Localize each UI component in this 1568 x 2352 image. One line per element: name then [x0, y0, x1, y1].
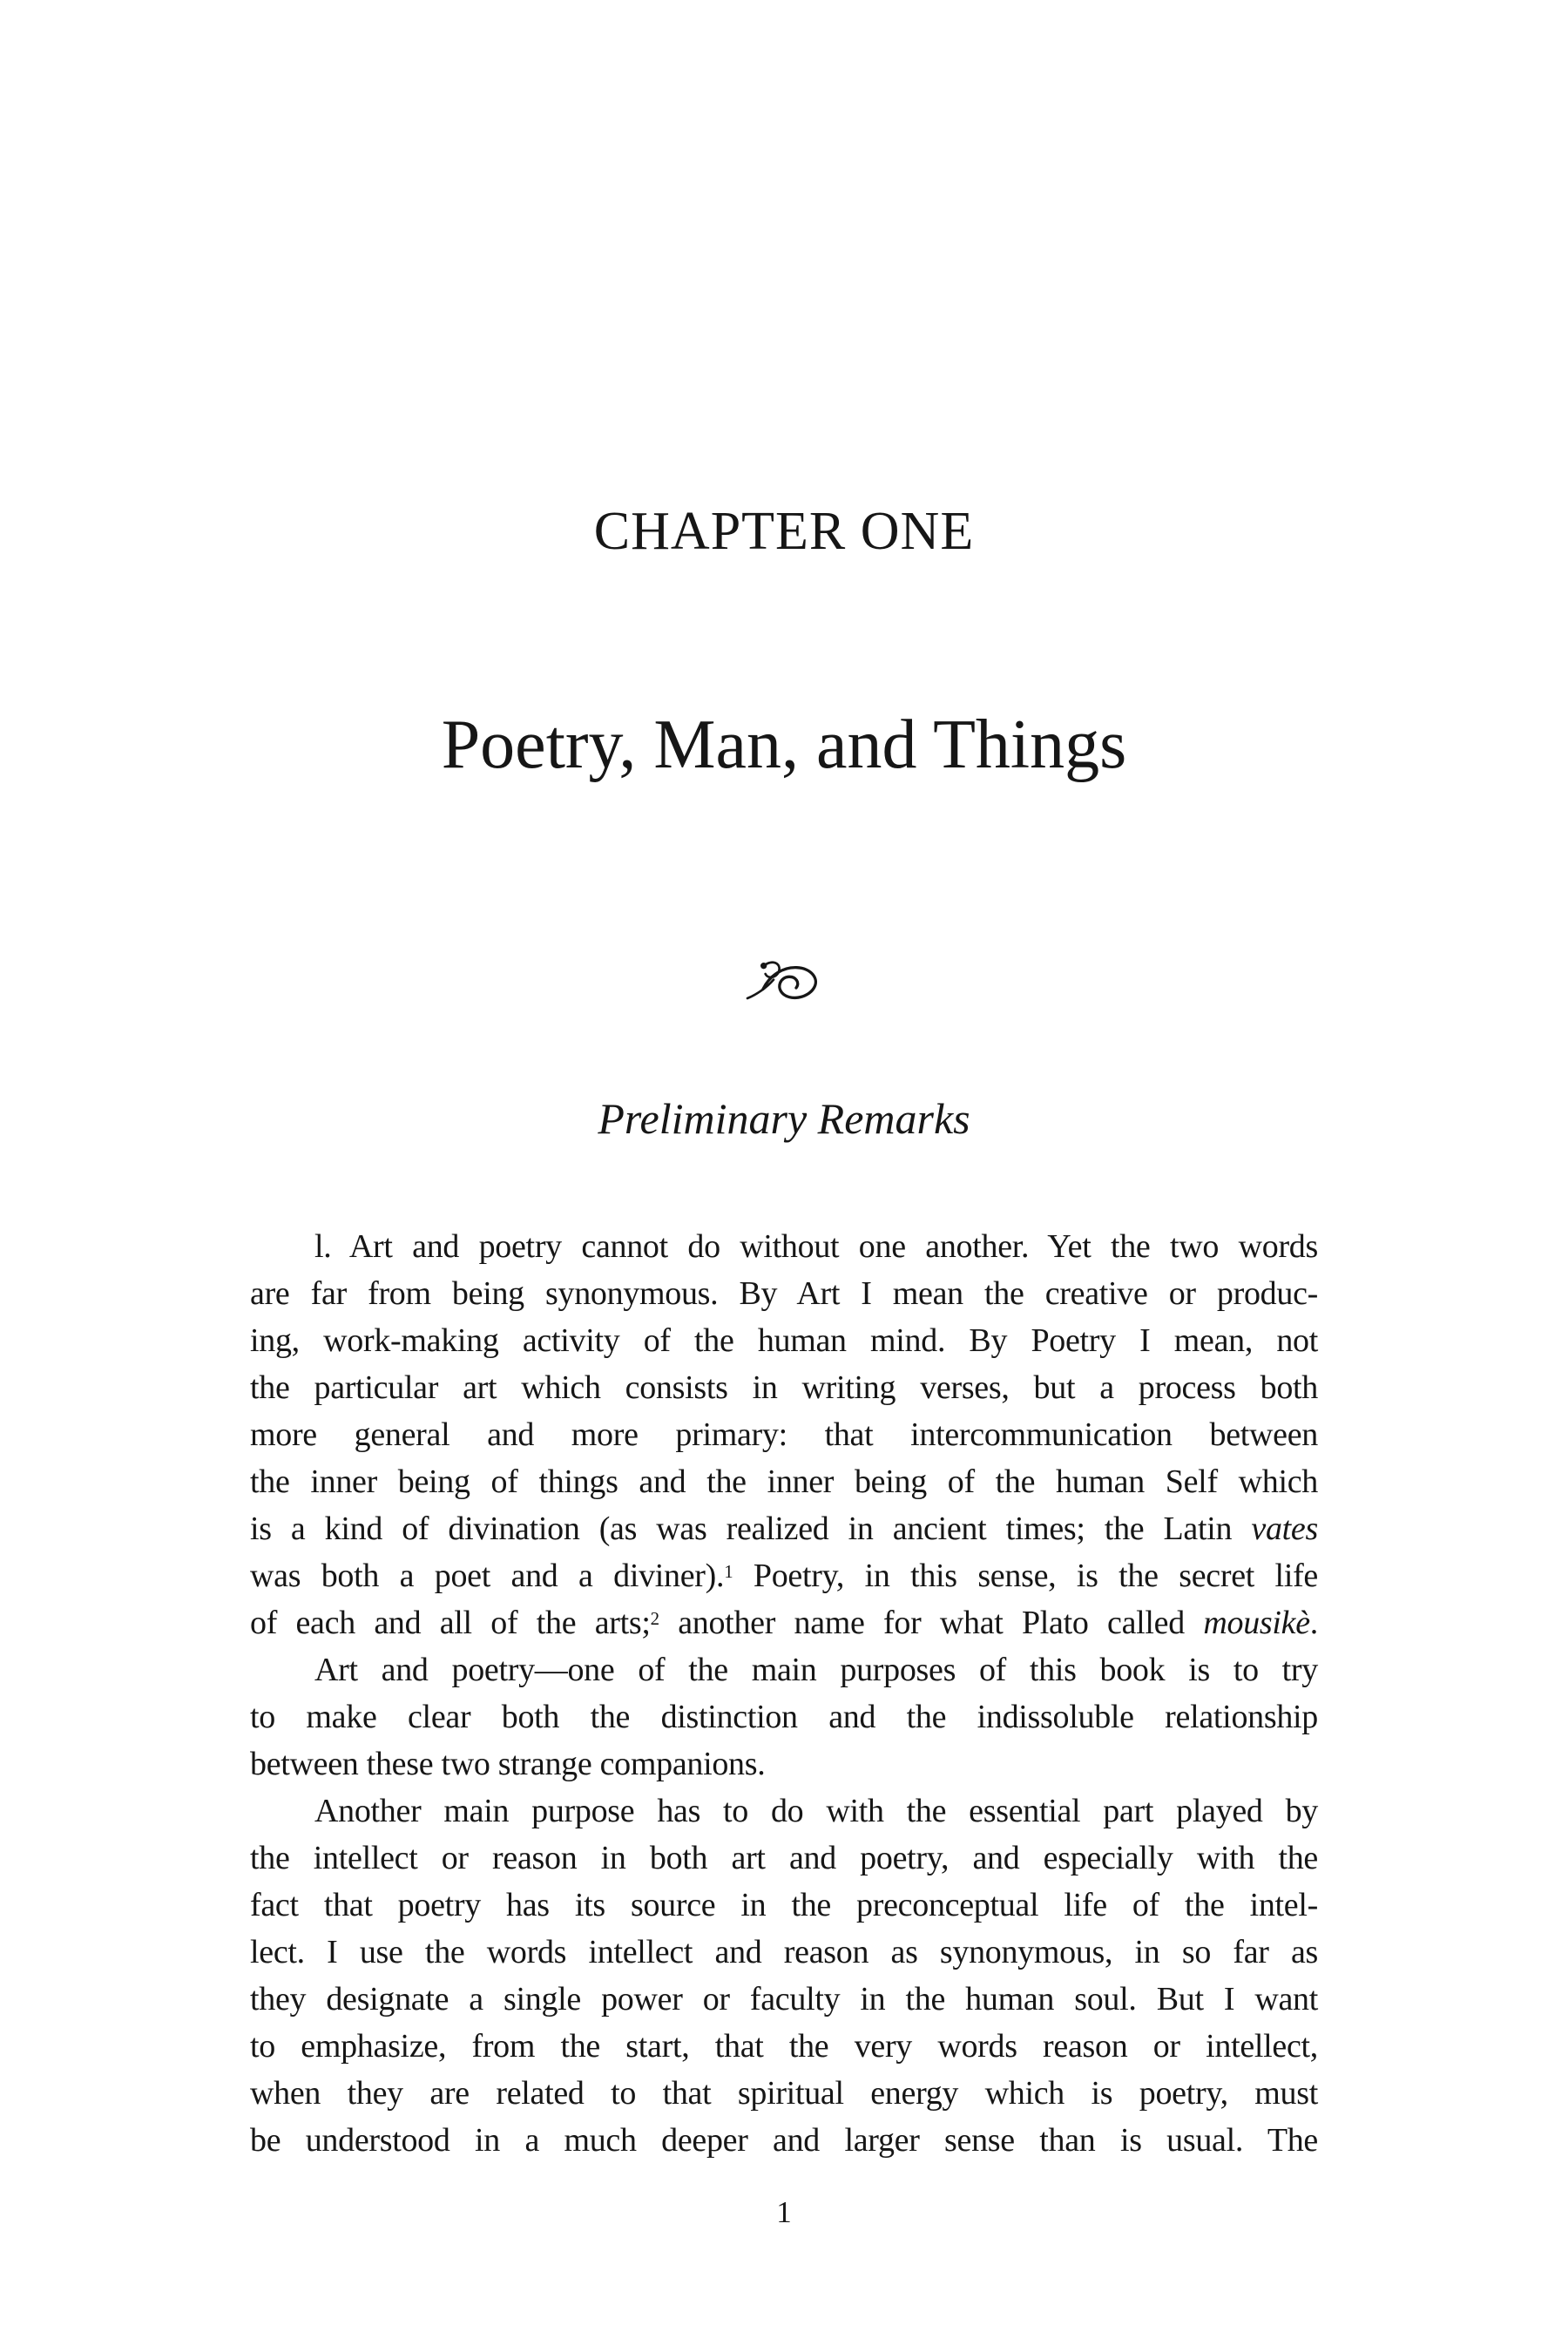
text-segment: Art and poetry—one of the main purposes of this book is to try: [314, 1652, 1318, 1688]
page-number: 1: [776, 2195, 792, 2229]
body-line: [250, 1317, 1318, 1364]
text-segment: fact that poetry has its source in the preconceptual life of the intel-: [250, 1887, 1318, 1923]
body-line: [250, 1364, 1318, 1411]
body-line: [250, 1835, 1318, 1882]
page-title: Poetry, Man, and Things: [441, 706, 1127, 783]
body-line: [250, 1223, 1318, 1270]
text-segment: more general and more primary: that intercommunication between: [250, 1416, 1318, 1453]
body-line: [250, 2117, 1318, 2164]
text-segment: ing, work-making activity of the human mind. By Poetry I mean, not: [250, 1322, 1318, 1359]
text-segment: to make clear both the distinction and the indissoluble relationship: [250, 1699, 1318, 1735]
text-segment: was both a poet and a diviner).: [250, 1558, 725, 1594]
paragraph: [250, 1788, 1318, 2164]
body-line: [250, 1552, 1318, 1599]
chapter-label: CHAPTER ONE: [593, 502, 975, 561]
body-line: [250, 1270, 1318, 1317]
section-heading: Preliminary Remarks: [598, 1094, 970, 1143]
body-line: [250, 1693, 1318, 1740]
text-segment: Poetry, in this sense, is the secret life: [733, 1558, 1318, 1594]
text-segment: to emphasize, from the start, that the very words reason or intellect,: [250, 2028, 1318, 2065]
body-line: [250, 2023, 1318, 2070]
body-line: [250, 1976, 1318, 2023]
text-segment: l. Art and poetry cannot do without one another. Yet the two words: [314, 1228, 1318, 1265]
body-text: [250, 1223, 1318, 2164]
body-line: [250, 1458, 1318, 1505]
paragraph: [250, 1646, 1318, 1788]
text-segment: another name for what Plato called: [659, 1605, 1204, 1641]
text-segment: Another main purpose has to do with the essential part played by: [314, 1793, 1318, 1829]
body-line: [250, 1505, 1318, 1552]
paragraph: [250, 1223, 1318, 1646]
footnote-reference: 1: [724, 1560, 733, 1582]
body-line: [250, 1882, 1318, 1929]
body-line: [250, 1411, 1318, 1458]
body-line: [250, 2070, 1318, 2117]
italic-term: vates: [1251, 1511, 1318, 1547]
text-segment: be understood in a much deeper and larger sense than is usual. The: [250, 2122, 1318, 2159]
text-segment: they designate a single power or faculty in the human soul. But I want: [250, 1981, 1318, 2017]
body-line: [250, 1788, 1318, 1835]
body-line: [250, 1599, 1318, 1646]
body-line: [250, 1929, 1318, 1976]
text-segment: when they are related to that spiritual energy which is poetry, must: [250, 2075, 1318, 2112]
text-segment: are far from being synonymous. By Art I mean the creative or produc-: [250, 1275, 1318, 1312]
body-line: [250, 1646, 1318, 1693]
footnote-reference: 2: [650, 1607, 659, 1629]
text-segment: lect. I use the words intellect and reason as synonymous, in so far as: [250, 1934, 1318, 1970]
italic-term: mousikè: [1203, 1605, 1310, 1641]
text-segment: the intellect or reason in both art and poetry, and especially with the: [250, 1840, 1318, 1876]
body-line: [250, 1740, 1318, 1788]
calligraphic-fleuron-icon: [745, 990, 823, 1005]
text-segment: .: [1309, 1605, 1318, 1641]
text-segment: of each and all of the arts;: [250, 1605, 651, 1641]
text-segment: between these two strange companions.: [250, 1746, 766, 1782]
ornament-container: [0, 956, 1568, 1006]
text-segment: the particular art which consists in writing verses, but a process both: [250, 1369, 1318, 1406]
text-segment: the inner being of things and the inner being of the human Self which: [250, 1463, 1318, 1500]
text-segment: is a kind of divination (as was realized in ancient times; the Latin: [250, 1511, 1252, 1547]
